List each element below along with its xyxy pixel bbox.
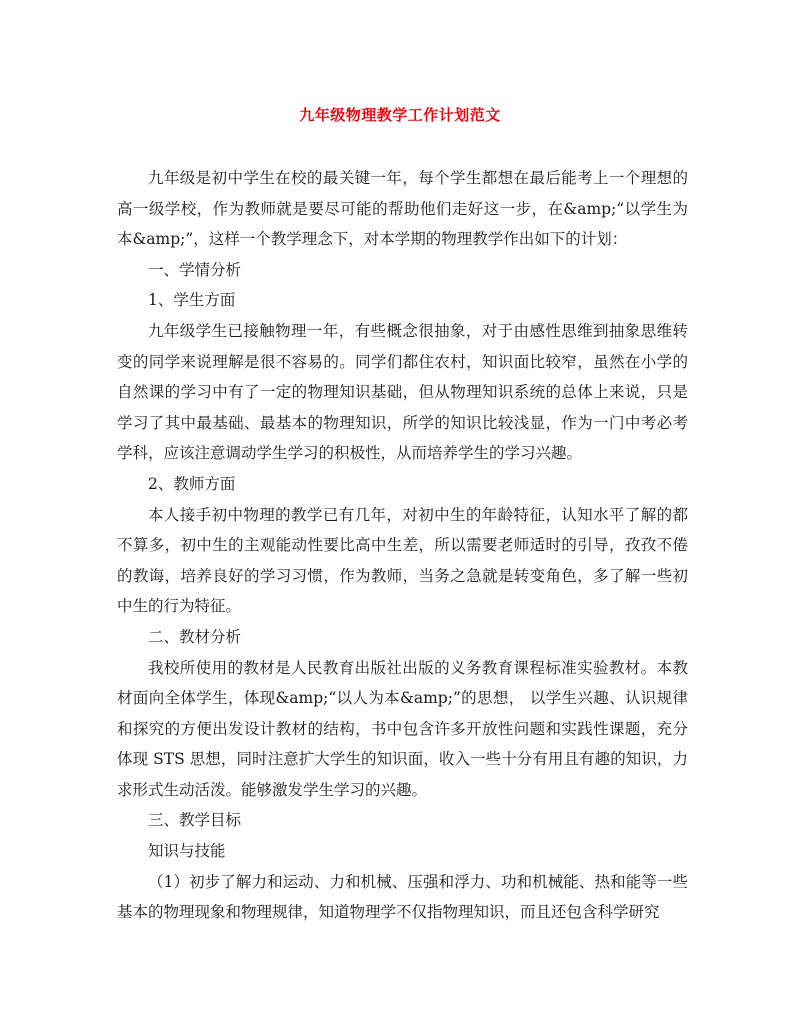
section-heading-teaching-goals: 三、教学目标 (148, 811, 242, 830)
section-heading-textbook-analysis: 二、教材分析 (148, 627, 242, 646)
intro-paragraph: 九年级是初中学生在校的最关键一年，每个学生都想在最后能考上一个理想的高一级学校，作为教师就是要尽可能的帮助他们走好这一步，在&amp;“以学生为本&amp;”，这样一个教学理念下，对本学期的物理教学作出如下的计划： (117, 169, 688, 249)
teacher-paragraph: 本人接手初中物理的教学已有几年，对初中生的年龄特征，认知水平了解的都不算多，初中生的主观能动性要比高中生差，所以需要老师适时的引导，孜孜不倦的教诲，培养良好的学习习惯，作为教师，当务之急就是转变角色，多了解一些初中生的行为特征。 (117, 505, 688, 616)
goal-item-1: （1）初步了解力和运动、力和机械、压强和浮力、功和机械能、热和能等一些基本的物理现象和物理规律，知道物理学不仅指物理知识，而且还包含科学研究 (117, 872, 688, 922)
document-title: 九年级物理教学工作计划范文 (299, 106, 501, 124)
section-heading-student-analysis: 一、学情分析 (148, 260, 242, 279)
subheading-knowledge-skills: 知识与技能 (148, 842, 226, 861)
subheading-teacher: 2、教师方面 (148, 474, 236, 493)
subheading-students: 1、学生方面 (148, 291, 236, 310)
textbook-paragraph: 我校所使用的教材是人民教育出版社出版的义务教育课程标准实验教材。本教材面向全体学生，体现&amp;“以人为本&amp;”的思想， 以学生兴趣、认识规律和探究的方便出发设计教材的结构，书中包含许多开放性问题和实践性课题，充分体现 STS 思想，同时注意扩大学生的知识面，收入一些十分有用且有趣的知识，力求形式生动活泼。能够激发学生学习的兴趣。 (117, 658, 688, 799)
document-body (117, 163, 688, 928)
students-paragraph: 九年级学生已接触物理一年，有些概念很抽象，对于由感性思维到抽象思维转变的同学来说理解是很不容易的。同学们都住农村，知识面比较窄，虽然在小学的自然课的学习中有了一定的物理知识基础，但从物理知识系统的总体上来说，只是学习了其中最基础、最基本的物理知识，所学的知识比较浅显，作为一门中考必考学科，应该注意调动学生学习的积极性，从而培养学生的学习兴趣。 (117, 321, 688, 463)
